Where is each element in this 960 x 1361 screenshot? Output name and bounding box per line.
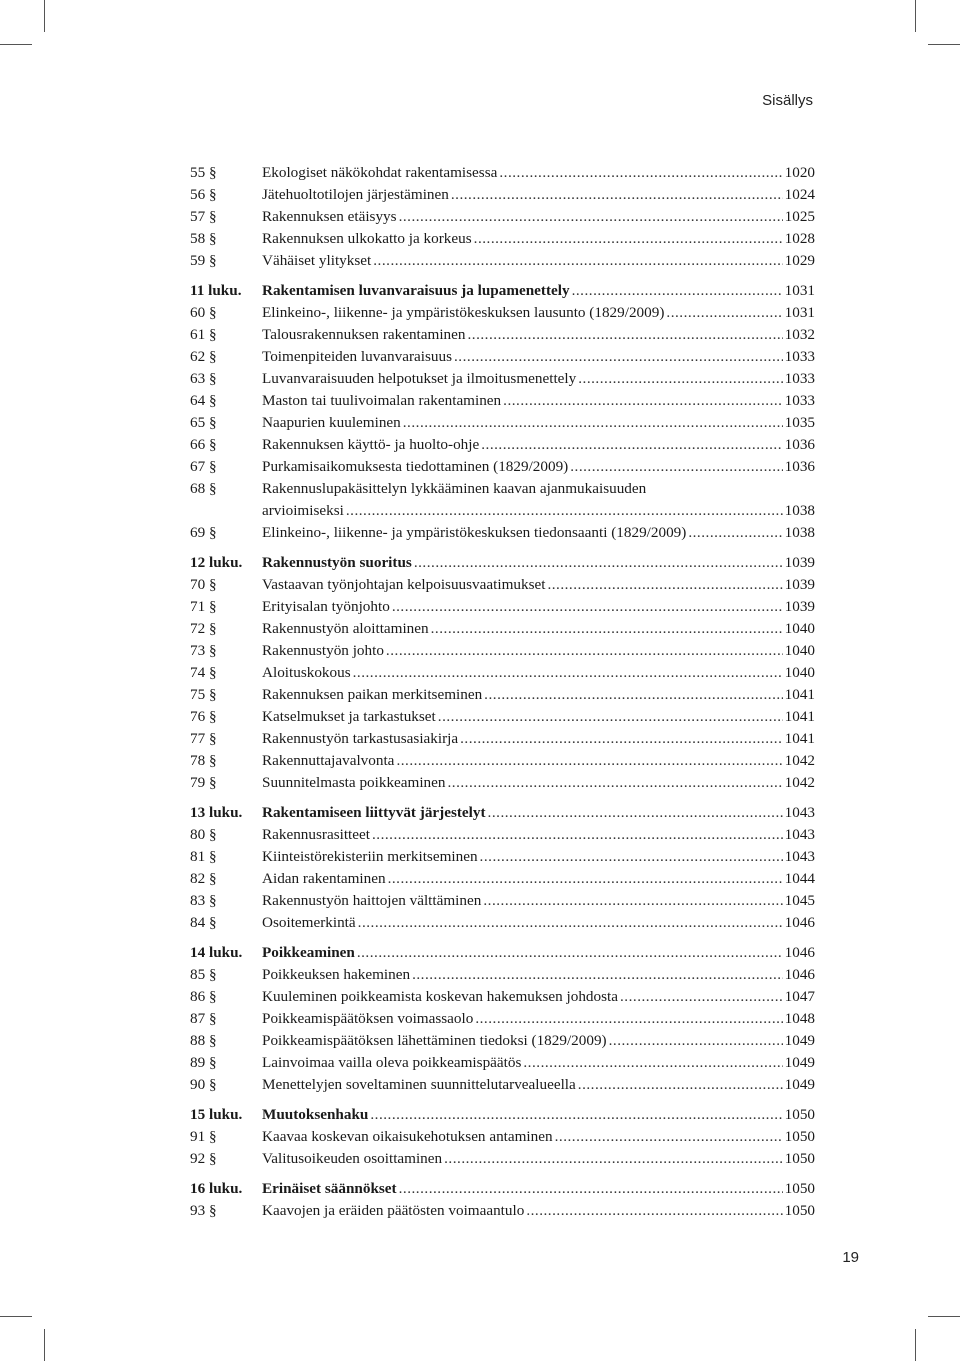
toc-section-row[interactable] [190, 728, 815, 750]
toc-section-row[interactable] [190, 912, 815, 934]
toc-entry-page: 1039 [784, 576, 815, 593]
toc-entry-title: Poikkeamispäätöksen lähettäminen tiedoksi (1829/2009) [262, 1032, 607, 1049]
toc-entry-number: 82 § [190, 870, 217, 887]
toc-entry-page: 1036 [784, 436, 815, 453]
toc-dot-leader [484, 684, 782, 706]
toc-entry-title: Rakennuksen käyttö- ja huolto-ohje [262, 436, 480, 453]
toc-entry-page: 1049 [784, 1054, 815, 1071]
toc-entry-page: 1040 [784, 642, 815, 659]
toc-entry-title: Rakennuksen paikan merkitseminen [262, 686, 483, 703]
toc-dot-leader [438, 706, 783, 728]
toc-entry-page: 1028 [784, 230, 815, 247]
toc-entry-number: 64 § [190, 392, 217, 409]
page-number: 19 [842, 1249, 859, 1266]
toc-chapter-row[interactable] [190, 552, 815, 574]
toc-dot-leader [392, 596, 783, 618]
toc-entry-page: 1044 [784, 870, 815, 887]
toc-section-row[interactable] [190, 184, 815, 206]
toc-dot-leader [474, 228, 783, 250]
toc-entry-title: Erinäiset säännökset [262, 1180, 397, 1197]
toc-section-row[interactable] [190, 890, 815, 912]
toc-entry-number: 72 § [190, 620, 217, 637]
toc-dot-leader [503, 390, 782, 412]
toc-entry-number: 80 § [190, 826, 217, 843]
running-head: Sisällys [762, 92, 813, 109]
toc-entry-page: 1043 [784, 804, 815, 821]
toc-dot-leader [620, 986, 783, 1008]
toc-dot-leader [414, 552, 783, 574]
toc-chapter-row[interactable] [190, 280, 815, 302]
toc-dot-leader [431, 618, 783, 640]
table-of-contents [190, 162, 815, 1222]
toc-entry-number: 65 § [190, 414, 217, 431]
toc-section-row[interactable] [190, 706, 815, 728]
toc-entry-title: Rakennuksen etäisyys [262, 208, 397, 225]
toc-section-row[interactable] [190, 1126, 815, 1148]
toc-entry-number: 92 § [190, 1150, 217, 1167]
toc-entry-title: Rakennusrasitteet [262, 826, 370, 843]
crop-mark-top-right-v [915, 0, 916, 32]
toc-entry-title: Poikkeamispäätöksen voimassaolo [262, 1010, 474, 1027]
toc-entry-page: 1050 [784, 1202, 815, 1219]
toc-section-row[interactable] [190, 824, 815, 846]
toc-entry-page: 1035 [784, 414, 815, 431]
toc-entry-title: Lainvoimaa vailla oleva poikkeamispäätös [262, 1054, 522, 1071]
toc-entry-title: Kaavaa koskevan oikaisukehotuksen antaminen [262, 1128, 553, 1145]
toc-entry-page: 1046 [784, 914, 815, 931]
toc-section-row[interactable] [190, 302, 815, 324]
toc-dot-leader [358, 912, 783, 934]
crop-mark-top-left-h [0, 44, 32, 45]
toc-entry-title: Aloituskokous [262, 664, 351, 681]
toc-entry-page: 1041 [784, 730, 815, 747]
toc-entry-number: 14 luku. [190, 944, 243, 961]
toc-entry-number: 90 § [190, 1076, 217, 1093]
toc-entry-number: 75 § [190, 686, 217, 703]
toc-dot-leader [346, 500, 783, 522]
toc-entry-number: 16 luku. [190, 1180, 243, 1197]
toc-dot-leader [483, 890, 782, 912]
toc-entry-number: 66 § [190, 436, 217, 453]
toc-dot-leader [688, 522, 782, 544]
toc-entry-page: 1047 [784, 988, 815, 1005]
toc-entry-page: 1033 [784, 392, 815, 409]
toc-entry-number: 86 § [190, 988, 217, 1005]
toc-entry-number: 89 § [190, 1054, 217, 1071]
toc-entry-title: Rakennustyön aloittaminen [262, 620, 429, 637]
toc-dot-leader [403, 412, 783, 434]
toc-section-row[interactable] [190, 1074, 815, 1096]
toc-entry-page: 1024 [784, 186, 815, 203]
toc-dot-leader [357, 942, 783, 964]
toc-entry-title: Kuuleminen poikkeamista koskevan hakemuksen johdosta [262, 988, 618, 1005]
toc-dot-leader [412, 964, 783, 986]
toc-entry-number: 73 § [190, 642, 217, 659]
toc-entry-number: 88 § [190, 1032, 217, 1049]
toc-section-row[interactable] [190, 750, 815, 772]
toc-entry-page: 1033 [784, 370, 815, 387]
toc-entry-number: 62 § [190, 348, 217, 365]
toc-entry-page: 1048 [784, 1010, 815, 1027]
toc-dot-leader [555, 1126, 783, 1148]
toc-entry-title: Elinkeino-, liikenne- ja ympäristökeskuksen lausunto (1829/2009) [262, 304, 665, 321]
toc-entry-number: 78 § [190, 752, 217, 769]
toc-entry-page: 1036 [784, 458, 815, 475]
toc-entry-number: 77 § [190, 730, 217, 747]
toc-entry-page: 1046 [784, 966, 815, 983]
toc-entry-title: Ekologiset näkökohdat rakentamisessa [262, 164, 498, 181]
toc-section-row[interactable] [190, 596, 815, 618]
toc-entry-page: 1045 [784, 892, 815, 909]
toc-dot-leader [523, 1052, 782, 1074]
toc-entry-page: 1039 [784, 554, 815, 571]
toc-section-row[interactable] [190, 456, 815, 478]
toc-entry-number: 79 § [190, 774, 217, 791]
toc-entry-page: 1043 [784, 826, 815, 843]
toc-entry-number: 91 § [190, 1128, 217, 1145]
crop-mark-bottom-right-v [915, 1329, 916, 1361]
toc-entry-number: 87 § [190, 1010, 217, 1027]
toc-section-row[interactable] [190, 162, 815, 184]
toc-dot-leader [451, 184, 783, 206]
toc-entry-page: 1043 [784, 848, 815, 865]
toc-entry-number: 56 § [190, 186, 217, 203]
toc-dot-leader [578, 368, 782, 390]
toc-section-row[interactable] [190, 1030, 815, 1052]
toc-entry-title: Rakennuksen ulkokatto ja korkeus [262, 230, 472, 247]
toc-entry-page: 1050 [784, 1150, 815, 1167]
toc-entry-page: 1031 [784, 304, 815, 321]
toc-chapter-row[interactable] [190, 802, 815, 824]
toc-section-row[interactable] [190, 390, 815, 412]
toc-entry-number: 70 § [190, 576, 217, 593]
crop-mark-top-left-v [44, 0, 45, 32]
toc-entry-number: 93 § [190, 1202, 217, 1219]
toc-entry-number: 67 § [190, 458, 217, 475]
toc-entry-page: 1041 [784, 708, 815, 725]
toc-section-row[interactable] [190, 522, 815, 544]
toc-section-row[interactable] [190, 324, 815, 346]
toc-entry-title: Osoitemerkintä [262, 914, 356, 931]
toc-entry-page: 1049 [784, 1076, 815, 1093]
toc-entry-title: Rakennustyön suoritus [262, 554, 412, 571]
toc-dot-leader [481, 434, 782, 456]
toc-dot-leader [499, 162, 782, 184]
toc-entry-title: Talousrakennuksen rakentaminen [262, 326, 466, 343]
toc-entry-page: 1041 [784, 686, 815, 703]
toc-dot-leader [372, 824, 783, 846]
toc-entry-title: Menettelyjen soveltaminen suunnittelutarvealueella [262, 1076, 576, 1093]
toc-entry-title: Rakennuslupakäsittelyn lykkääminen kaavan ajanmukaisuuden [262, 480, 647, 497]
toc-entry-number: 60 § [190, 304, 217, 321]
toc-section-row[interactable] [190, 846, 815, 868]
toc-dot-leader [480, 846, 783, 868]
toc-entry-page: 1033 [784, 348, 815, 365]
toc-section-row[interactable] [190, 206, 815, 228]
toc-dot-leader [353, 662, 783, 684]
toc-entry-number: 76 § [190, 708, 217, 725]
toc-entry-number: 55 § [190, 164, 217, 181]
toc-entry-title: Suunnitelmasta poikkeaminen [262, 774, 446, 791]
toc-section-row[interactable] [190, 868, 815, 890]
toc-entry-title: Vastaavan työnjohtajan kelpoisuusvaatimukset [262, 576, 546, 593]
toc-entry-title: Kaavojen ja eräiden päätösten voimaantulo [262, 1202, 525, 1219]
toc-entry-page: 1031 [784, 282, 815, 299]
toc-section-row[interactable] [190, 640, 815, 662]
toc-section-row[interactable] [190, 250, 815, 272]
toc-entry-page: 1032 [784, 326, 815, 343]
toc-entry-title-continued: arvioimiseksi [262, 502, 344, 519]
toc-section-row[interactable] [190, 772, 815, 794]
toc-section-row[interactable] [190, 986, 815, 1008]
toc-entry-title: Maston tai tuulivoimalan rakentaminen [262, 392, 502, 409]
toc-section-row[interactable] [190, 1008, 815, 1030]
toc-dot-leader [570, 456, 782, 478]
toc-entry-title: Rakentamisen luvanvaraisuus ja lupamenettely [262, 282, 570, 299]
toc-entry-title: Naapurien kuuleminen [262, 414, 401, 431]
toc-chapter-row[interactable] [190, 942, 815, 964]
toc-dot-leader [460, 728, 783, 750]
toc-dot-leader [399, 1178, 783, 1200]
toc-entry-number: 57 § [190, 208, 217, 225]
toc-chapter-row[interactable] [190, 1104, 815, 1126]
toc-entry-number: 81 § [190, 848, 217, 865]
toc-dot-leader [388, 868, 783, 890]
toc-entry-title: Jätehuoltotilojen järjestäminen [262, 186, 449, 203]
toc-dot-leader [609, 1030, 783, 1052]
toc-dot-leader [373, 250, 782, 272]
toc-section-row[interactable] [190, 964, 815, 986]
toc-entry-number: 13 luku. [190, 804, 243, 821]
toc-entry-page: 1050 [784, 1180, 815, 1197]
toc-entry-title: Katselmukset ja tarkastukset [262, 708, 436, 725]
toc-entry-title: Purkamisaikomuksesta tiedottaminen (1829/2009) [262, 458, 569, 475]
toc-dot-leader [467, 324, 782, 346]
toc-entry-page: 1050 [784, 1106, 815, 1123]
toc-dot-leader [572, 280, 783, 302]
toc-entry-number: 61 § [190, 326, 217, 343]
toc-entry-title: Kiinteistörekisteriin merkitseminen [262, 848, 478, 865]
toc-entry-number: 85 § [190, 966, 217, 983]
toc-entry-title: Poikkeuksen hakeminen [262, 966, 411, 983]
toc-entry-title: Rakentamiseen liittyvät järjestelyt [262, 804, 486, 821]
toc-section-row[interactable] [190, 228, 815, 250]
toc-entry-page: 1038 [784, 524, 815, 541]
toc-entry-number: 15 luku. [190, 1106, 243, 1123]
toc-section-row[interactable] [190, 1148, 815, 1170]
toc-entry-title: Rakennustyön johto [262, 642, 384, 659]
toc-entry-title: Rakennustyön haittojen välttäminen [262, 892, 482, 909]
toc-entry-page: 1029 [784, 252, 815, 269]
toc-section-row[interactable] [190, 1200, 815, 1222]
toc-entry-page: 1046 [784, 944, 815, 961]
crop-mark-bottom-left-h [0, 1316, 32, 1317]
toc-entry-number: 71 § [190, 598, 217, 615]
toc-entry-title: Aidan rakentaminen [262, 870, 386, 887]
toc-entry-title: Rakennustyön tarkastusasiakirja [262, 730, 459, 747]
toc-entry-page: 1050 [784, 1128, 815, 1145]
toc-dot-leader [370, 1104, 782, 1126]
toc-section-row[interactable] [190, 478, 815, 522]
toc-entry-number: 11 luku. [190, 282, 242, 299]
toc-dot-leader [547, 574, 782, 596]
toc-entry-number: 59 § [190, 252, 217, 269]
toc-entry-page: 1038 [784, 502, 815, 519]
toc-chapter-row[interactable] [190, 1178, 815, 1200]
toc-section-row[interactable] [190, 684, 815, 706]
toc-entry-page: 1049 [784, 1032, 815, 1049]
toc-section-row[interactable] [190, 662, 815, 684]
toc-dot-leader [399, 206, 783, 228]
toc-section-row[interactable] [190, 346, 815, 368]
toc-entry-number: 58 § [190, 230, 217, 247]
toc-dot-leader [396, 750, 782, 772]
toc-dot-leader [444, 1148, 783, 1170]
toc-entry-title: Erityisalan työnjohto [262, 598, 390, 615]
toc-dot-leader [454, 346, 783, 368]
toc-entry-number: 63 § [190, 370, 217, 387]
toc-entry-page: 1040 [784, 664, 815, 681]
toc-entry-title: Valitusoikeuden osoittaminen [262, 1150, 443, 1167]
toc-entry-number: 74 § [190, 664, 217, 681]
toc-dot-leader [578, 1074, 783, 1096]
toc-entry-page: 1040 [784, 620, 815, 637]
toc-entry-page: 1025 [784, 208, 815, 225]
toc-dot-leader [447, 772, 782, 794]
toc-entry-title: Luvanvaraisuuden helpotukset ja ilmoitusmenettely [262, 370, 577, 387]
toc-dot-leader [526, 1200, 782, 1222]
toc-entry-title: Vähäiset ylitykset [262, 252, 372, 269]
toc-entry-title: Elinkeino-, liikenne- ja ympäristökeskuksen tiedonsaanti (1829/2009) [262, 524, 687, 541]
toc-entry-title: Poikkeaminen [262, 944, 355, 961]
toc-entry-title: Muutoksenhaku [262, 1106, 369, 1123]
toc-entry-number: 69 § [190, 524, 217, 541]
crop-mark-bottom-left-v [44, 1329, 45, 1361]
toc-entry-number: 83 § [190, 892, 217, 909]
toc-entry-page: 1020 [784, 164, 815, 181]
toc-section-row[interactable] [190, 1052, 815, 1074]
toc-entry-page: 1042 [784, 752, 815, 769]
toc-entry-number: 12 luku. [190, 554, 243, 571]
toc-dot-leader [475, 1008, 782, 1030]
crop-mark-bottom-right-h [928, 1316, 960, 1317]
toc-section-row[interactable] [190, 434, 815, 456]
toc-section-row[interactable] [190, 618, 815, 640]
toc-section-row[interactable] [190, 368, 815, 390]
toc-entry-title: Toimenpiteiden luvanvaraisuus [262, 348, 452, 365]
toc-section-row[interactable] [190, 412, 815, 434]
toc-entry-page: 1042 [784, 774, 815, 791]
toc-section-row[interactable] [190, 574, 815, 596]
toc-entry-number: 68 § [190, 480, 217, 497]
toc-dot-leader [386, 640, 783, 662]
toc-entry-title: Rakennuttajavalvonta [262, 752, 395, 769]
crop-mark-top-right-h [928, 44, 960, 45]
toc-entry-page: 1039 [784, 598, 815, 615]
toc-dot-leader [488, 802, 783, 824]
toc-entry-number: 84 § [190, 914, 217, 931]
toc-dot-leader [666, 302, 782, 324]
